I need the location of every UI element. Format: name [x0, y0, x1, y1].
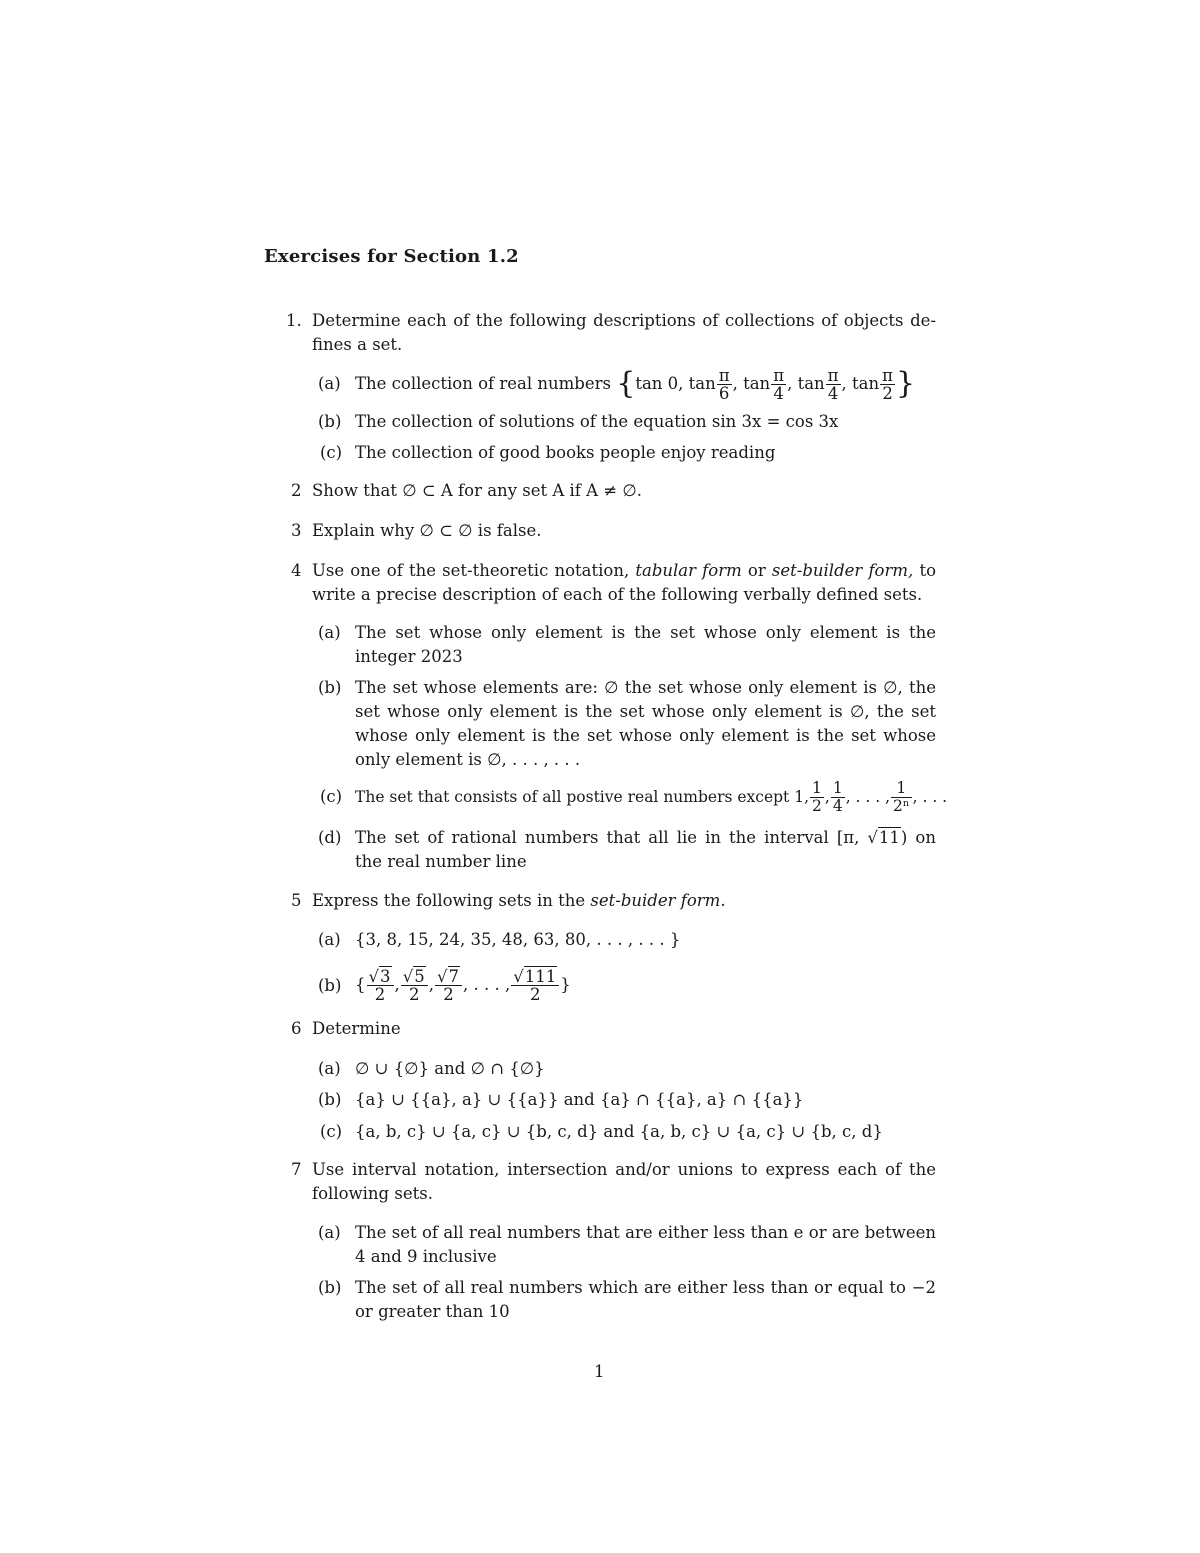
q4-line1: Use one of the set-theoretic notation, tabular form or set-builder form, to — [312, 561, 937, 580]
q4b-text — [355, 676, 936, 772]
q6c-text: {a, b, c} ∪ {a, c} ∪ {b, c, d} and {a, b, c} ∪ {a, c} ∪ {b, c, d} — [355, 1122, 883, 1141]
q7b-label: (b) — [318, 1278, 342, 1297]
q4-text — [312, 559, 936, 607]
q7-line2: following sets. — [312, 1184, 433, 1203]
q1a-label: (a) — [318, 374, 341, 393]
q1c-label: (c) — [320, 443, 343, 462]
q3-number: 3 — [291, 521, 302, 540]
q4b-line3: whose only element is the set whose only element is the set whose — [355, 726, 936, 745]
q5b-frac-3: $\frac{√3}{2}$ — [367, 968, 394, 1003]
q1a-text: The collection of real numbers { tan 0, tan $\frac{\pi}{6}$ , tan $\frac{\pi}{4}$ , tan $\frac{\pi}{4}$ , tan $\frac{\pi}{2}$ } — [355, 365, 916, 403]
q7a-label: (a) — [318, 1223, 341, 1242]
q7a-line1: The set of all real numbers that are either less than e or are between — [355, 1223, 936, 1242]
q1a-tan0: tan 0, tan — [635, 374, 716, 393]
q1a-intro: The collection of real numbers — [355, 374, 611, 393]
q5-text: Express the following sets in the set-buider form. — [312, 891, 726, 910]
q7-number: 7 — [291, 1160, 302, 1179]
q5b-frac-111: $\frac{√111}{2}$ — [511, 968, 559, 1003]
q4a-line2: integer 2023 — [355, 647, 463, 666]
q1a-frac-pi6: $\frac{\pi}{6}$ — [718, 365, 730, 403]
q4-number: 4 — [291, 561, 302, 580]
q5a-text: {3, 8, 15, 24, 35, 48, 63, 80, . . . , . . . } — [355, 930, 681, 949]
q5-number: 5 — [291, 891, 302, 910]
q7-text — [312, 1158, 936, 1206]
q3-text: Explain why ∅ ⊂ ∅ is false. — [312, 521, 542, 540]
q5a-label: (a) — [318, 930, 341, 949]
q4a-text — [355, 621, 936, 669]
q7-line1: Use interval notation, intersection and/or unions to express each of the — [312, 1160, 936, 1179]
q7b-line1: The set of all real numbers which are either less than or equal to −2 — [355, 1278, 936, 1297]
q7a-text — [355, 1221, 936, 1269]
q4b-label: (b) — [318, 678, 342, 697]
q4d-text — [355, 826, 936, 874]
q7a-line2: 4 and 9 inclusive — [355, 1247, 497, 1266]
q4d-label: (d) — [318, 828, 342, 847]
q1-line2: fines a set. — [312, 335, 403, 354]
q6-text: Determine — [312, 1019, 401, 1038]
q6c-label: (c) — [320, 1122, 343, 1141]
q4c-label: (c) — [320, 787, 343, 806]
q4d-line2: the real number line — [355, 852, 527, 871]
q6b-text: {a} ∪ {{a}, a} ∪ {{a}} and {a} ∩ {{a}, a} ∩ {{a}} — [355, 1090, 804, 1109]
q1-number: 1. — [286, 311, 302, 330]
q5b-label: (b) — [318, 976, 342, 995]
q5b-frac-5: $\frac{√5}{2}$ — [401, 968, 428, 1003]
q1-text — [312, 309, 936, 357]
brace-close: } — [896, 366, 916, 401]
q6a-text: ∅ ∪ {∅} and ∅ ∩ {∅} — [355, 1059, 545, 1078]
section-title: Exercises for Section 1.2 — [264, 246, 519, 267]
sqrt-11: √11 — [867, 828, 900, 847]
q1b-text: The collection of solutions of the equation sin 3x = cos 3x — [355, 412, 839, 431]
q1c-text: The collection of good books people enjoy reading — [355, 443, 776, 462]
q4b-line4: only element is ∅, . . . , . . . — [355, 750, 581, 769]
q7b-text — [355, 1276, 936, 1324]
q6a-label: (a) — [318, 1059, 341, 1078]
q4-line2: write a precise description of each of the following verbally defined sets. — [312, 585, 923, 604]
page-number: 1 — [594, 1362, 605, 1381]
q4c-text: The set that consists of all postive real numbers except 1, $\frac{1}{2}$ , $\frac{1}{4}$ , . . . , $\frac{1}{\text{2ⁿ}}$ , . . . — [355, 778, 948, 815]
q1a-frac-pi4-2: $\frac{\pi}{4}$ — [827, 365, 839, 403]
q6-number: 6 — [291, 1019, 302, 1038]
q5b-text: { $\frac{√3}{2}$ , $\frac{√5}{2}$ , $\frac{√7}{2}$ , . . . , $\frac{√111}{2}$ } — [355, 966, 571, 1004]
brace-open: { — [616, 366, 636, 401]
q6b-label: (b) — [318, 1090, 342, 1109]
q4a-label: (a) — [318, 623, 341, 642]
q7b-line2: or greater than 10 — [355, 1302, 510, 1321]
q4c-intro: The set that consists of all postive real numbers except 1, — [355, 788, 810, 806]
q1a-frac-pi4-1: $\frac{\pi}{4}$ — [773, 365, 785, 403]
q4a-line1: The set whose only element is the set whose only element is the — [355, 623, 936, 642]
q1-line1: Determine each of the following descriptions of collections of objects de- — [312, 311, 936, 330]
q4b-line2: set whose only element is the set whose only element is ∅, the set — [355, 702, 936, 721]
q4b-line1: The set whose elements are: ∅ the set whose only element is ∅, the — [355, 678, 936, 697]
q4c-frac-2n: $\frac{1}{\text{2ⁿ}}$ — [893, 778, 910, 815]
q2-text: Show that ∅ ⊂ A for any set A if A ≠ ∅. — [312, 481, 642, 500]
q2-number: 2 — [291, 481, 302, 500]
q5b-frac-7: $\frac{√7}{2}$ — [435, 968, 462, 1003]
q4c-frac-quarter: $\frac{1}{4}$ — [832, 778, 843, 815]
q1a-frac-pi2: $\frac{\pi}{2}$ — [882, 365, 893, 403]
q4d-line1: The set of rational numbers that all lie in the interval [π, √11) on — [355, 826, 936, 850]
q1b-label: (b) — [318, 412, 342, 431]
q4c-frac-half: $\frac{1}{2}$ — [812, 778, 822, 815]
